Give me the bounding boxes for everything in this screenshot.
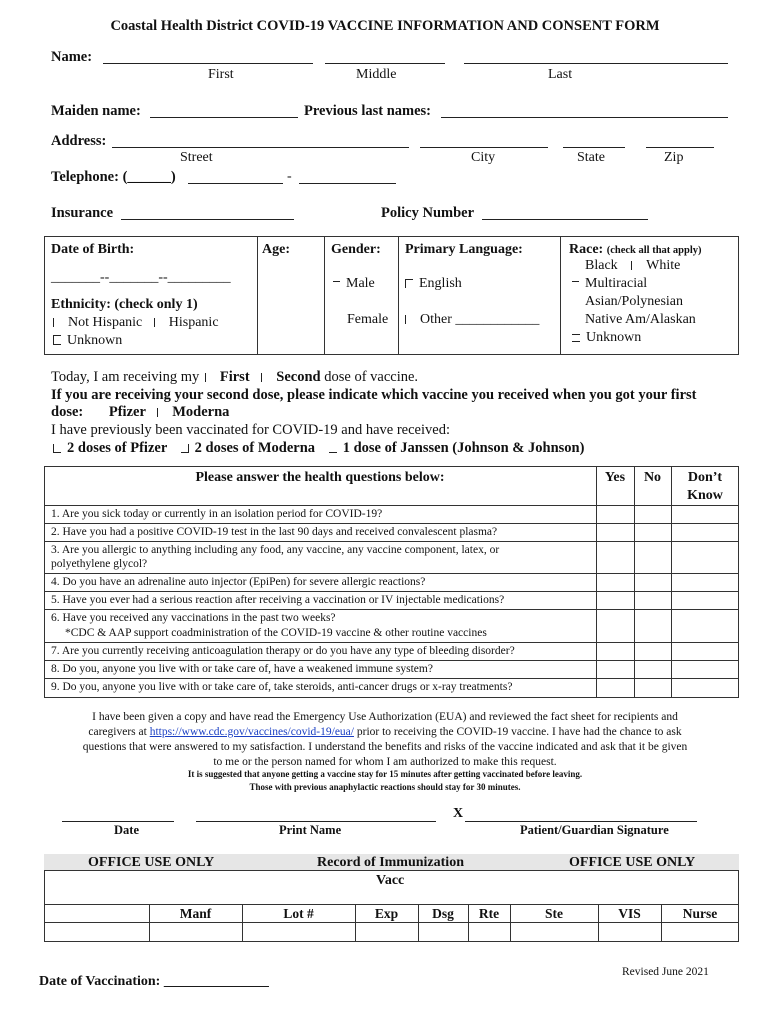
phone-prefix-field[interactable] <box>188 183 283 184</box>
maiden-label: Maiden name: <box>51 103 141 119</box>
consent-line-2b: prior to receiving the COVID-19 vaccine. I have had the chance to ask <box>356 726 682 738</box>
date-caption: Date <box>114 823 139 837</box>
gender-label: Gender: <box>331 242 381 257</box>
janssen-label: 1 dose of Janssen (Johnson & Johnson) <box>342 440 585 456</box>
question-3-cont: polyethylene glycol? <box>51 558 148 570</box>
signature-field[interactable] <box>465 821 697 822</box>
policy-number-label: Policy Number <box>381 205 475 221</box>
race-unknown <box>570 330 641 346</box>
manf-header: Manf <box>179 906 212 921</box>
male-checkbox[interactable] <box>333 281 340 288</box>
not-hispanic-label: Not Hispanic <box>68 315 143 330</box>
ethnicity-unknown-option <box>51 333 122 349</box>
signature-caption: Patient/Guardian Signature <box>520 823 669 837</box>
consent-line-3: questions that were answered to my satisfaction. I understand the benefits and risks of the vaccine indicated and ask that it be given <box>82 741 688 753</box>
question-3: 3. Are you allergic to anything including any food, any vaccine, any vaccine component, latex, or <box>51 544 500 556</box>
race-unknown-label: Unknown <box>586 330 642 345</box>
black-label: Black <box>585 258 618 273</box>
question-5: 5. Have you ever had a serious reaction after receiving a vaccination or IV injectable medications? <box>51 594 505 606</box>
other-language-label[interactable]: Other ____________ <box>420 312 540 327</box>
nurse-header: Nurse <box>682 906 718 921</box>
dont-know-header-2: Know <box>687 488 723 503</box>
lot-header: Lot # <box>283 906 314 921</box>
name-label: Name: <box>51 49 93 65</box>
white-label: White <box>646 258 681 273</box>
pfizer-checkbox[interactable] <box>95 408 103 417</box>
question-9: 9. Do you, anyone you live with or take care of, take steroids, anti-cancer drugs or x-ray treatments? <box>51 681 513 693</box>
maiden-name-field[interactable] <box>150 117 298 118</box>
insurance-label: Insurance <box>51 205 114 221</box>
not-hispanic-checkbox[interactable] <box>53 318 62 327</box>
last-name-field[interactable] <box>464 63 728 64</box>
other-language-checkbox[interactable] <box>405 315 414 324</box>
moderna-label: Moderna <box>172 404 230 420</box>
race-unknown-checkbox[interactable] <box>572 334 580 342</box>
janssen-checkbox[interactable] <box>329 446 337 453</box>
middle-caption: Middle <box>356 67 397 82</box>
signature-x: X <box>453 806 464 821</box>
yes-header: Yes <box>604 470 626 485</box>
two-moderna-label: 2 doses of Moderna <box>194 440 316 456</box>
dob-label: Date of Birth: <box>51 242 135 257</box>
street-caption: Street <box>180 150 213 165</box>
office-use-left: OFFICE USE ONLY <box>88 855 215 870</box>
consent-line-1: I have been given a copy and have read the Emergency Use Authorization (EUA) and reviewed the fact sheet for recipients and <box>92 711 678 723</box>
first-name-field[interactable] <box>103 63 313 64</box>
other-language-option <box>403 312 539 328</box>
exp-header: Exp <box>374 906 399 921</box>
dsg-header: Dsg <box>432 906 454 921</box>
record-of-immunization: Record of Immunization <box>317 855 464 870</box>
first-caption: First <box>208 67 234 82</box>
consent-line-2 <box>0 726 770 738</box>
previous-vaccination-options <box>51 440 584 457</box>
ethnicity-unknown-label: Unknown <box>67 333 123 348</box>
consent-line-4: to me or the person named for whom I am authorized to make this request. <box>213 756 557 768</box>
male-label: Male <box>346 276 375 291</box>
city-field[interactable] <box>420 147 548 148</box>
second-dose-question: If you are receiving your second dose, please indicate which vaccine you received when you got your first <box>51 387 697 403</box>
previous-names-field[interactable] <box>441 117 728 118</box>
policy-number-field[interactable] <box>482 219 648 220</box>
wait-note-1: It is suggested that anyone getting a vaccine stay for 15 minutes after getting vaccinated before leaving. <box>187 769 583 779</box>
revised-date: Revised June 2021 <box>622 966 709 978</box>
first-dose-label: First <box>219 369 250 385</box>
middle-name-field[interactable] <box>325 63 445 64</box>
wait-note-2: Those with previous anaphylactic reactions should stay for 30 minutes. <box>249 782 521 792</box>
health-header: Please answer the health questions below: <box>195 470 445 485</box>
pfizer-label: Pfizer <box>108 404 146 420</box>
asian-label: Asian/Polynesian <box>585 294 683 309</box>
dose-today-line <box>51 369 418 386</box>
ethnicity-unknown-checkbox[interactable] <box>53 335 61 345</box>
race-multiracial <box>570 276 647 292</box>
print-name-caption: Print Name <box>279 823 342 837</box>
question-8: 8. Do you, anyone you live with or take care of, have a weakened immune system? <box>51 663 433 675</box>
dose-label: dose: <box>51 404 84 420</box>
native-label: Native Am/Alaskan <box>585 312 696 327</box>
phone-dash: - <box>287 169 292 184</box>
multiracial-label: Multiracial <box>585 276 648 291</box>
second-dose-checkbox[interactable] <box>261 373 270 382</box>
ethnicity-label: Ethnicity: (check only 1) <box>51 297 198 312</box>
ste-header: Ste <box>545 906 563 921</box>
question-6-note: *CDC & AAP support coadministration of the COVID-19 vaccine & other routine vaccines <box>65 627 487 639</box>
phone-line-field[interactable] <box>299 183 396 184</box>
race-heading <box>569 242 702 258</box>
moderna-checkbox[interactable] <box>157 408 166 417</box>
question-1: 1. Are you sick today or currently in an isolation period for COVID-19? <box>51 508 383 520</box>
hispanic-checkbox[interactable] <box>154 318 163 327</box>
street-field[interactable] <box>112 147 409 148</box>
age-label: Age: <box>262 242 290 257</box>
vis-header: VIS <box>618 906 641 921</box>
zip-caption: Zip <box>664 150 684 165</box>
english-option <box>403 276 462 292</box>
female-label: Female <box>347 312 389 327</box>
race-note: (check all that apply) <box>606 245 702 256</box>
office-use-right: OFFICE USE ONLY <box>569 855 696 870</box>
english-checkbox[interactable] <box>405 279 413 288</box>
language-label: Primary Language: <box>405 242 523 257</box>
ethnicity-options <box>51 315 219 331</box>
zip-field[interactable] <box>646 147 714 148</box>
question-6: 6. Have you received any vaccinations in the past two weeks? <box>51 612 336 624</box>
print-name-field[interactable] <box>196 821 436 822</box>
date-signature-field[interactable] <box>62 821 174 822</box>
state-caption: State <box>577 150 605 165</box>
two-pfizer-checkbox[interactable] <box>53 444 61 453</box>
two-pfizer-label: 2 doses of Pfizer <box>67 440 167 456</box>
first-vaccine-line <box>51 404 229 421</box>
form-title: Coastal Health District COVID-19 VACCINE INFORMATION AND CONSENT FORM <box>110 18 660 34</box>
previous-names-label: Previous last names: <box>304 103 432 119</box>
insurance-field[interactable] <box>121 219 294 220</box>
race-black-white <box>585 258 680 274</box>
multiracial-checkbox[interactable] <box>572 281 579 288</box>
state-field[interactable] <box>563 147 625 148</box>
white-checkbox[interactable] <box>631 261 640 270</box>
date-of-vaccination[interactable]: Date of Vaccination: _______________ <box>39 974 269 989</box>
question-7: 7. Are you currently receiving anticoagulation therapy or do you have any type of bleeding disorder? <box>51 645 515 657</box>
vacc-label: Vacc <box>376 873 405 888</box>
dont-know-header: Don’t <box>687 470 723 485</box>
question-2: 2. Have you had a positive COVID-19 test in the last 90 days and received convalescent plasma? <box>51 526 498 538</box>
address-label: Address: <box>51 133 107 149</box>
cdc-eua-link[interactable]: https://www.cdc.gov/vaccines/covid-19/eua/ <box>149 726 354 738</box>
dose-today-text: Today, I am receiving my <box>51 369 200 385</box>
last-caption: Last <box>548 67 573 82</box>
race-label: Race: <box>569 242 604 257</box>
first-dose-checkbox[interactable] <box>205 373 214 382</box>
consent-line-2a: caregivers at <box>88 726 147 738</box>
male-option <box>331 276 375 292</box>
two-moderna-checkbox[interactable] <box>181 444 189 453</box>
no-header: No <box>643 470 662 485</box>
hispanic-label: Hispanic <box>168 315 219 330</box>
previous-vaccination-text: I have previously been vaccinated for COVID-19 and have received: <box>51 422 450 438</box>
telephone-label: Telephone: (______) <box>51 169 176 185</box>
rte-header: Rte <box>478 906 500 921</box>
dob-field[interactable]: _______--_______--_________ <box>51 270 231 285</box>
question-4: 4. Do you have an adrenaline auto injector (EpiPen) for severe allergic reactions? <box>51 576 426 588</box>
dose-of-text: dose of vaccine. <box>324 369 419 385</box>
second-dose-label: Second <box>276 369 321 385</box>
english-label: English <box>419 276 462 291</box>
city-caption: City <box>471 150 496 165</box>
